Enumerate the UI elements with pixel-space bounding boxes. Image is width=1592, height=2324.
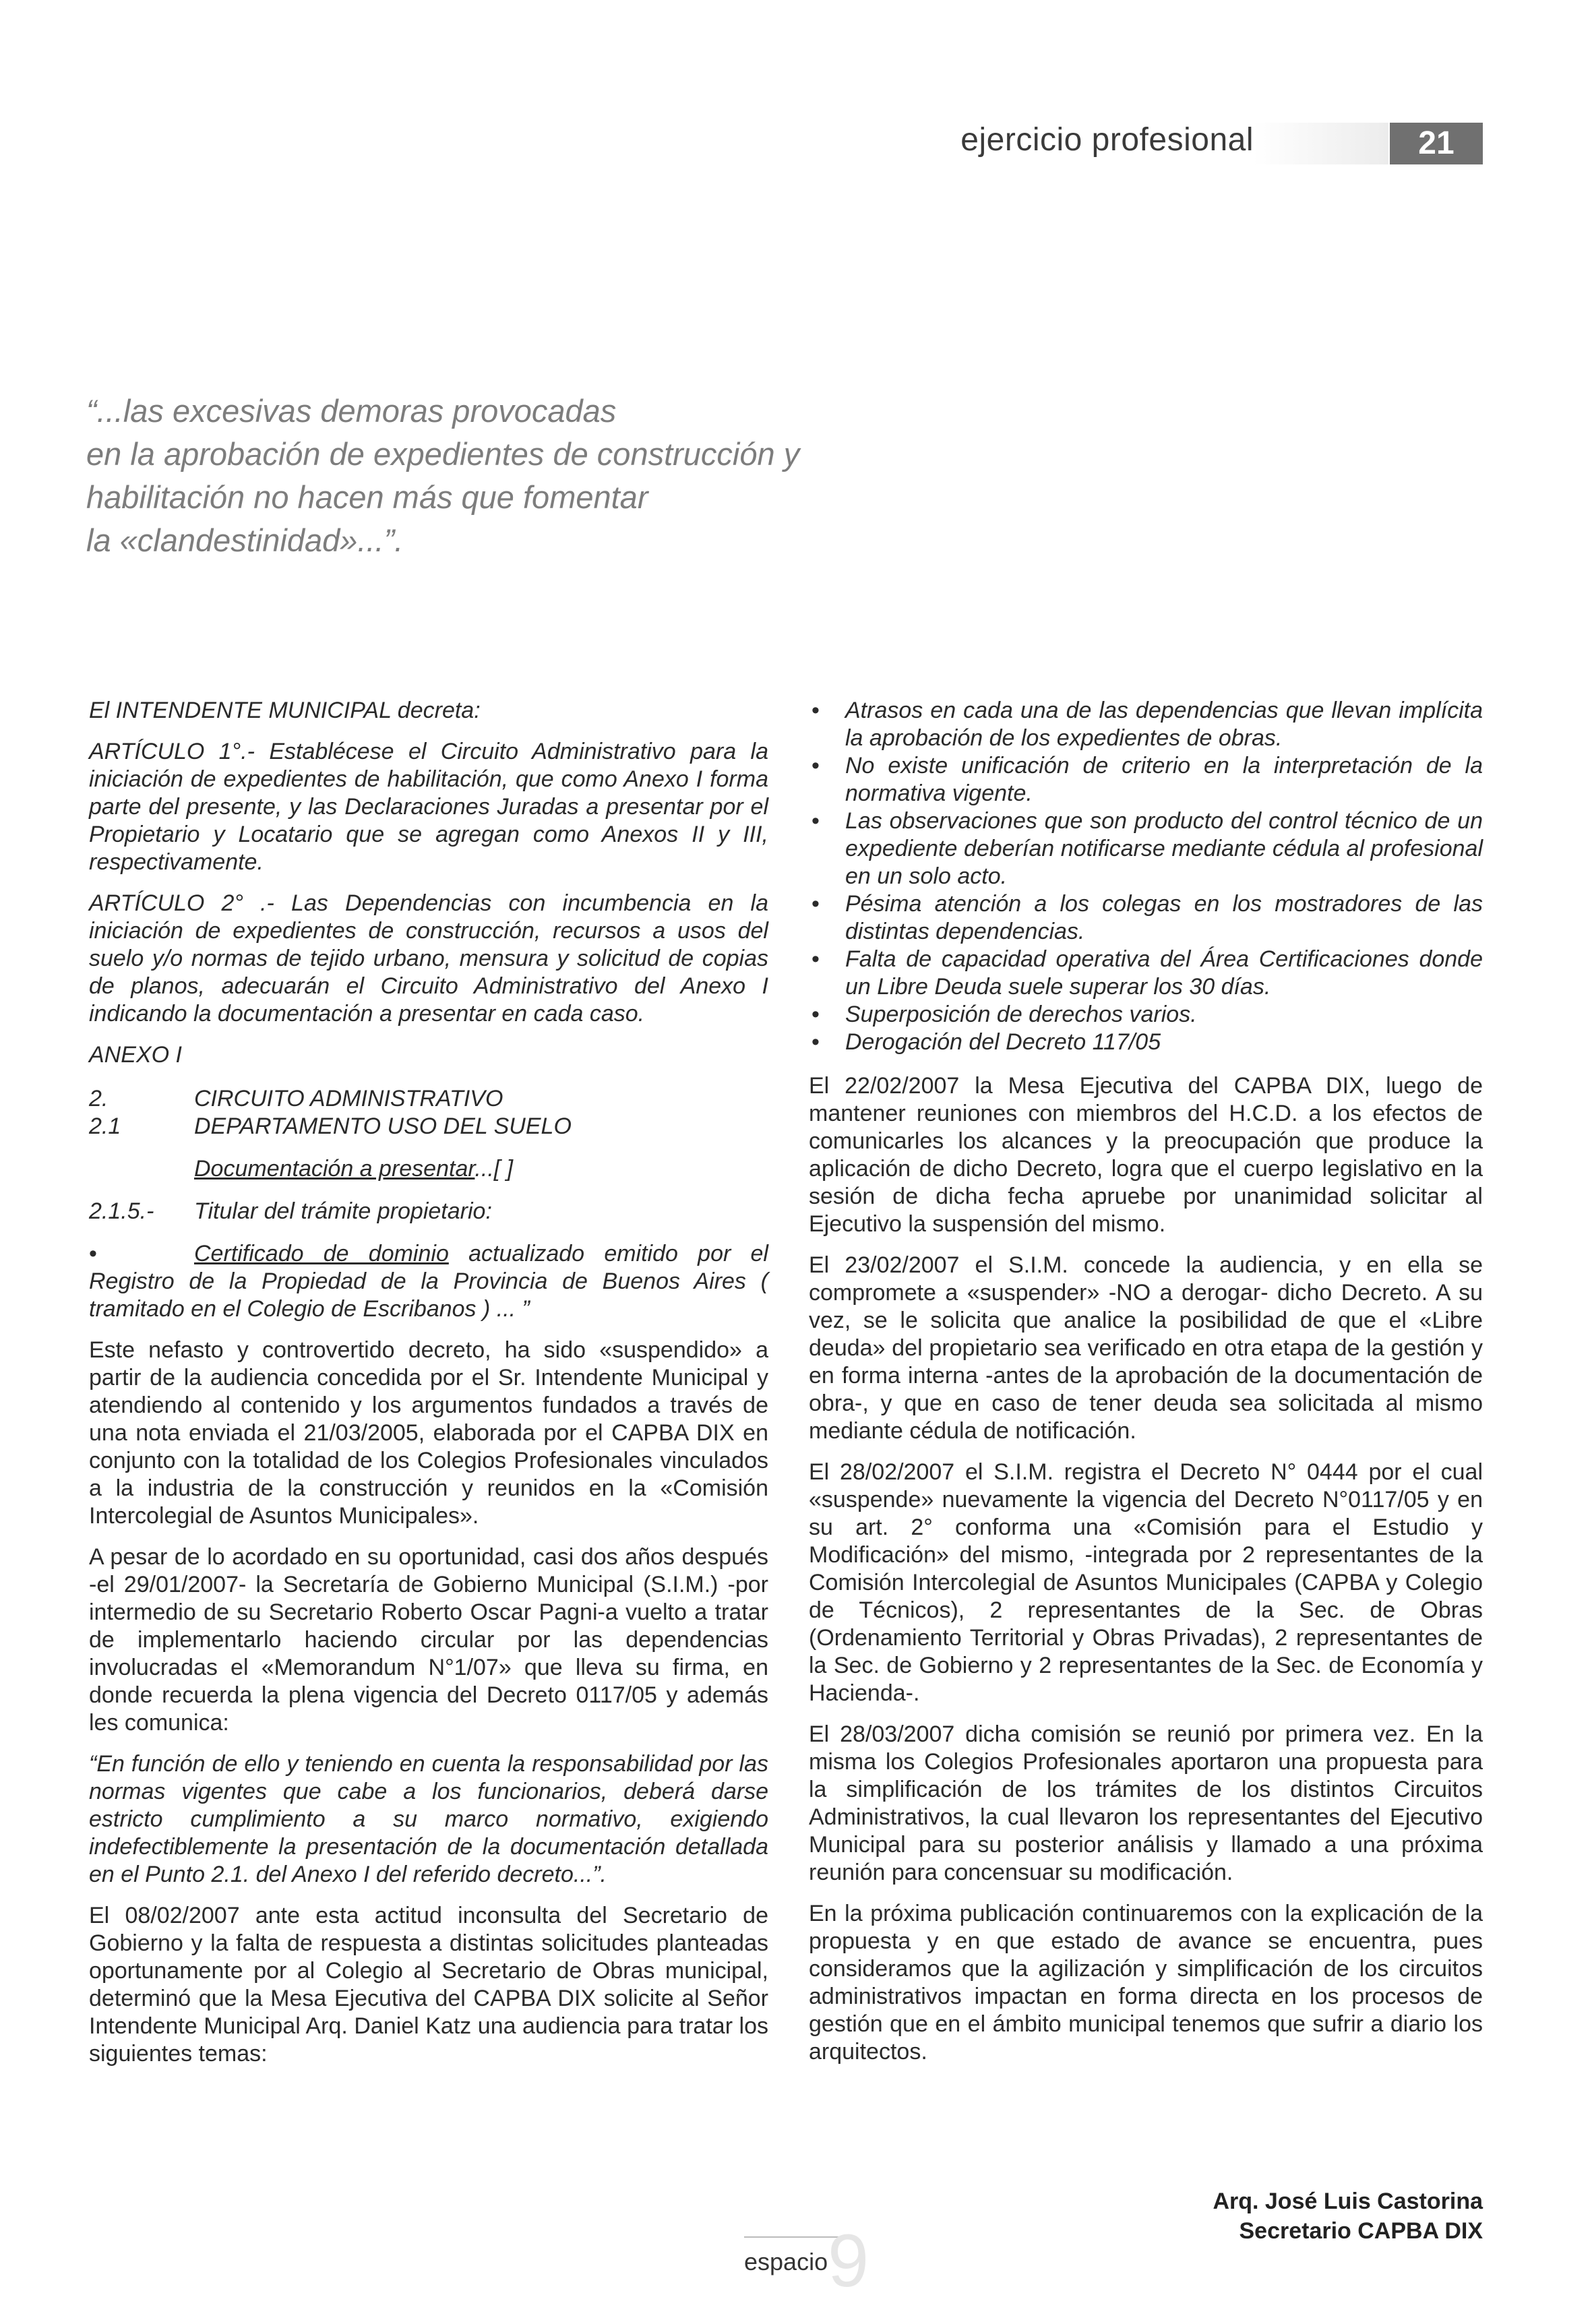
pullquote-line: “...las excesivas demoras provocadas [86, 393, 617, 429]
anexo-item-number: 2.1.5.- [89, 1198, 154, 1224]
certificado-link: Certificado de dominio [194, 1241, 449, 1266]
header-decoration [1254, 123, 1388, 164]
certificado-text: actualizado emitido por el Registro de la Propiedad de la Provincia de Buenos Aires ( tramitado en el Colegio de Escribanos ) ... ” [89, 1241, 768, 1322]
list-item: • No existe unificación de criterio en la interpretación de la normativa vigente. [809, 752, 1483, 807]
articulo-1: ARTÍCULO 1°.- Establécese el Circuito Administrativo para la iniciación de expedientes de habilitación, que como Anexo I forma parte del presente, y las Declaraciones Juradas a presentar por el Propietario y Locatario que se agregan como Anexos II y III, respectivamente. [89, 739, 768, 875]
documentacion-line [89, 1155, 768, 1183]
signature-name: Arq. José Luis Castorina [1213, 2189, 1483, 2214]
list-item: • Pésima atención a los colegas en los mostradores de las distintas dependencias. [809, 890, 1483, 946]
anexo-item-number: 2.1 [89, 1113, 121, 1139]
pullquote-line: la «clandestinidad»...”. [86, 522, 404, 558]
page-number-badge: 21 [1390, 123, 1483, 164]
memorandum-quote: “En función de ello y teniendo en cuenta la responsabilidad por las normas vigentes que cabe a los funcionarios, deberá darse estricto cumplimiento a su marco normativo, exigiendo indefectiblemente la presentación de la documentación detallada en el Punto 2.1. del Anexo I del referido decreto...”. [89, 1751, 768, 1887]
body-paragraph: El 08/02/2007 ante esta actitud inconsulta del Secretario de Gobierno y la falta de respuesta a distintas solicitudes planteadas oportunamente por al Colegio al Secretario de Obras municipal, determinó que la Mesa Ejecutiva del CAPBA DIX solicite al Señor Intendente Municipal Arq. Daniel Katz una audiencia para tratar los siguientes temas: [89, 1903, 768, 2067]
list-item: • Superposición de derechos varios. [809, 1001, 1483, 1029]
body-paragraph: A pesar de lo acordado en su oportunidad, casi dos años después -el 29/01/2007- la Secretaría de Gobierno Municipal (S.I.M.) -por intermedio de su Secretario Roberto Oscar Pagni-a vuelto a tratar de implementarlo haciendo circular por las dependencias involucradas el «Memorandum N°1/07» que lleva su firma, en donde recuerda la plena vigencia del Decreto 0117/05 y además les comunica: [89, 1544, 768, 1736]
list-item: • Derogación del Decreto 117/05 [809, 1029, 1483, 1056]
documentacion-link: Documentación a presentar [194, 1156, 475, 1182]
anexo-item-text: Titular del trámite propietario: [194, 1198, 492, 1224]
topics-list [809, 697, 1483, 1056]
body-paragraph: El 28/03/2007 dicha comisión se reunió por primera vez. En la misma los Colegios Profesionales aportaron una propuesta para la simplificación de los trámites de los distintos Circuitos Administrativos, la cual llevaron los representantes del Ejecutivo Municipal para su posterior análisis y llamado a una próxima reunión para concensuar su modificación. [809, 1721, 1483, 1885]
anexo-item-2 [89, 1085, 768, 1113]
left-column [89, 697, 768, 2081]
body-paragraph: El 23/02/2007 el S.I.M. concede la audiencia, y en ella se compromete a «suspender» -NO a derogar- dicho Decreto. A su vez, se le solicita que analice la posibilidad de que el «Libre deuda» del propietario sea verificado en otra etapa de la gestión y en forma interna -antes de la aprobación de la documentación de obra-, y que en caso de tener deuda sea solicitada al mismo mediante cédula de notificación. [809, 1252, 1483, 1444]
header-section-title: ejercicio profesional [960, 122, 1254, 158]
body-paragraph: En la próxima publicación continuaremos con la explicación de la propuesta y en que estado de avance se encuentra, pues consideramos que la agilización y simplificación de los circuitos administrativos impactan en forma directa en los procesos de gestión que en el ámbito municipal tenemos que sufrir a diario los arquitectos. [809, 1901, 1483, 2065]
pullquote-line: habilitación no hacen más que fomentar [86, 479, 648, 515]
body-paragraph: El 22/02/2007 la Mesa Ejecutiva del CAPBA DIX, luego de mantener reuniones con miembros del H.C.D. a los efectos de comunicarles los alcances y la preocupación que produce la aplicación de dicho Decreto, logra que el cuerpo legislativo en la sesión de dicha fecha apruebe por unanimidad solicitar al Ejecutivo la suspensión del mismo. [809, 1073, 1483, 1237]
pullquote-line: en la aprobación de expedientes de construcción y [86, 436, 800, 472]
body-paragraph: Este nefasto y controvertido decreto, ha sido «suspendido» a partir de la audiencia concedida por el Sr. Intendente Municipal y atendiendo al contenido y los argumentos fundados a través de una nota enviada el 21/03/2005, elaborada por el CAPBA DIX en conjunto con la totalidad de los Colegios Profesionales vinculados a la industria de la construcción y reunidos en la «Comisión Intercolegial de Asuntos Municipales». [89, 1337, 768, 1529]
list-item: • Las observaciones que son producto del control técnico de un expediente deberían notificarse mediante cédula al profesional en un solo acto. [809, 807, 1483, 890]
right-column [809, 697, 1483, 2079]
certificado-item [89, 1240, 768, 1323]
certificado-bullet: • [89, 1241, 97, 1266]
documentacion-suffix: ...[ ] [474, 1156, 514, 1182]
body-paragraph: El 28/02/2007 el S.I.M. registra el Decreto N° 0444 por el cual «suspende» nuevamente la vigencia del Decreto N°0117/05 y en su art. 2° conforma una «Comisión para el Estudio y Modificación» del mismo, -integrada por 2 representantes de la Comisión Intercolegial de Asuntos Municipales (CAPBA y Colegio de Técnicos), 2 representantes de la Sec. de Obras (Ordenamiento Territorial y Obras Privadas), 2 representantes de la Sec. de Gobierno y 2 representantes de la Sec. de Economía y Hacienda-. [809, 1459, 1483, 1706]
signature [1213, 2187, 1483, 2246]
decree-intro: El INTENDENTE MUNICIPAL decreta: [89, 698, 481, 723]
anexo-item-2-1-5 [89, 1198, 768, 1225]
pullquote [86, 390, 895, 562]
footer-magazine-name: espacio [744, 2248, 828, 2275]
signature-role: Secretario CAPBA DIX [1239, 2218, 1483, 2244]
anexo-item-text: CIRCUITO ADMINISTRATIVO [194, 1086, 503, 1111]
anexo-label: ANEXO I [89, 1042, 182, 1068]
anexo-item-2-1 [89, 1113, 768, 1140]
articulo-2: ARTÍCULO 2° .- Las Dependencias con incumbencia en la iniciación de expedientes de construcción, recursos a usos del suelo y/o normas de tejido urbano, mensura y solicitud de copias de planos, adecuarán el Circuito Administrativo del Anexo I indicando la documentación a presentar en cada caso. [89, 890, 768, 1027]
anexo-item-text: DEPARTAMENTO USO DEL SUELO [194, 1113, 572, 1139]
list-item: • Atrasos en cada una de las dependencias que llevan implícita la aprobación de los expedientes de obras. [809, 697, 1483, 752]
list-item: • Falta de capacidad operativa del Área Certificaciones donde un Libre Deuda suele superar los 30 días. [809, 946, 1483, 1001]
footer-issue-number: 9 [828, 2220, 869, 2302]
anexo-item-number: 2. [89, 1086, 109, 1111]
